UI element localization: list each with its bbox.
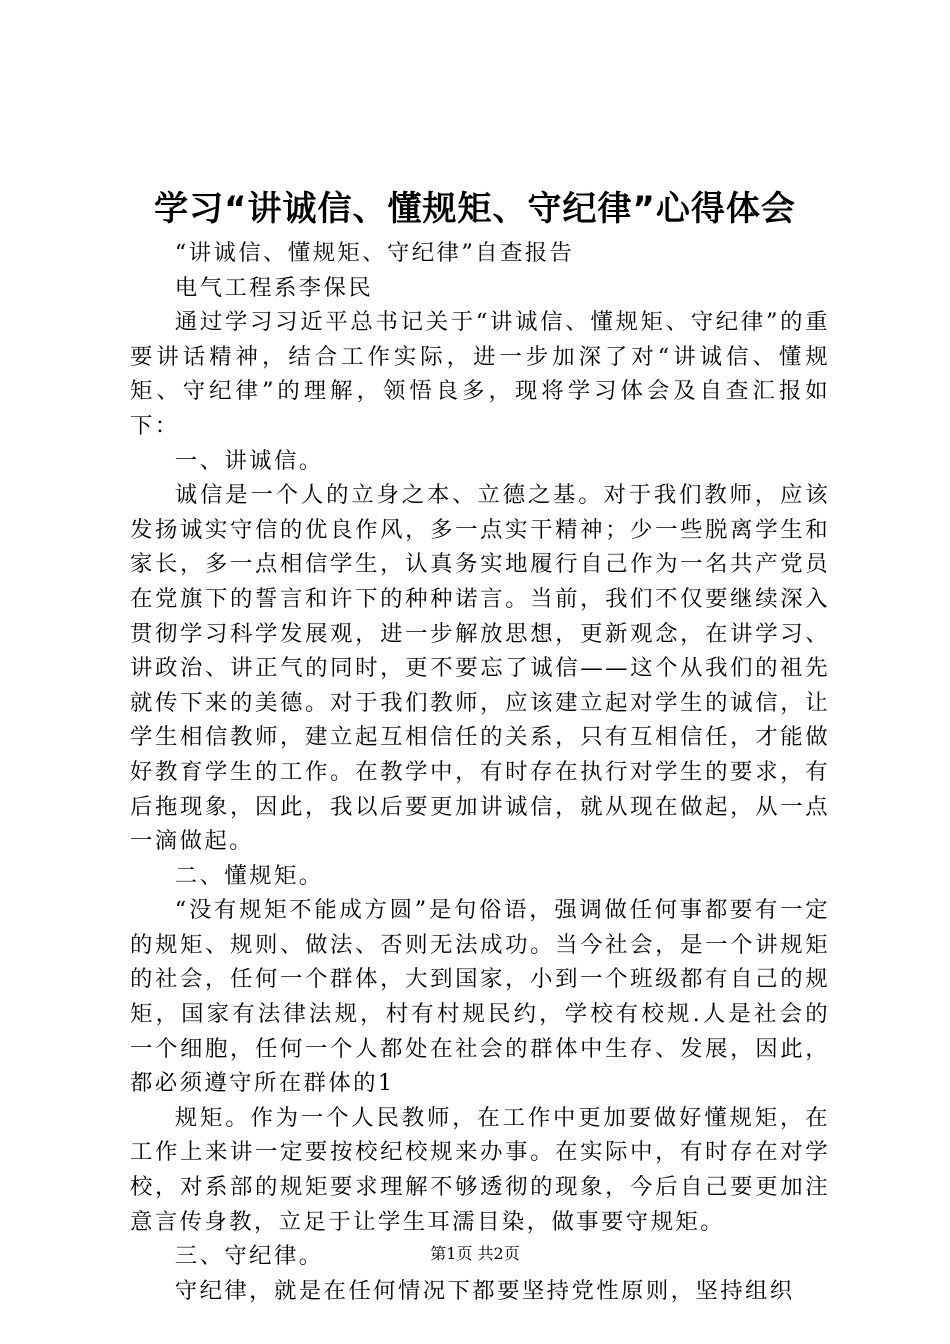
author-line: 电气工程系李保民 bbox=[174, 274, 374, 301]
rules-paragraph: “没有规矩不能成方圆”是句俗语，强调做任何事都要有一定的规矩、规则、做法、否则无法成功。当今社会，是一个讲规矩的社会，任何一个群体，大到国家，小到一个班级都有自己的规矩，国家有法律法规，村有村规民约，学校有校规.人是社会的一个细胞，任何一个人都处在社会的群体中生存、发展，因此，都必须遵守所在群体的1 bbox=[130, 897, 830, 1097]
intro-paragraph: 通过学习习近平总书记关于“讲诚信、懂规矩、守纪律”的重要讲话精神，结合工作实际，进一步加深了对“讲诚信、懂规矩、守纪律”的理解，领悟良多，现将学习体会及自查汇报如下： bbox=[130, 309, 830, 439]
document-title: 学习“讲诚信、懂规矩、守纪律”心得体会 bbox=[154, 189, 796, 229]
section-heading-integrity: 一、讲诚信。 bbox=[174, 447, 324, 474]
report-subtitle: “讲诚信、懂规矩、守纪律”自查报告 bbox=[174, 240, 575, 266]
section-heading-rules: 二、懂规矩。 bbox=[174, 862, 324, 889]
document-body bbox=[130, 236, 830, 1308]
rules-continued-paragraph: 规矩。作为一个人民教师，在工作中更加要做好懂规矩，在工作上来讲一定要按校纪校规来办事。在实际中，有时存在对学校，对系部的规矩要求理解不够透彻的现象，今后自己要更加注意言传身教，立足于让学生耳濡目染，做事要守规矩。 bbox=[130, 1104, 830, 1235]
section-heading-discipline: 三、守纪律。 bbox=[174, 1243, 324, 1270]
page-number-footer: 第1页 共2页 bbox=[430, 1244, 520, 1263]
discipline-paragraph: 守纪律，就是在任何情况下都要坚持党性原则，坚持组织 bbox=[174, 1277, 795, 1304]
integrity-paragraph: 诚信是一个人的立身之本、立德之基。对于我们教师，应该发扬诚实守信的优良作风，多一点实干精神；少一些脱离学生和家长，多一点相信学生，认真务实地履行自己作为一名共产党员在党旗下的誓言和许下的种种诺言。当前，我们不仅要继续深入贯彻学习科学发展观，进一步解放思想，更新观念，在讲学习、讲政治、讲正气的同时，更不要忘了诚信——这个从我们的祖先就传下来的美德。对于我们教师，应该建立起对学生的诚信，让学生相信教师，建立起互相信任的关系，只有互相信任，才能做好教育学生的工作。在教学中，有时存在执行对学生的要求，有后拖现象，因此，我以后要更加讲诚信，就从现在做起，从一点一滴做起。 bbox=[130, 482, 830, 855]
